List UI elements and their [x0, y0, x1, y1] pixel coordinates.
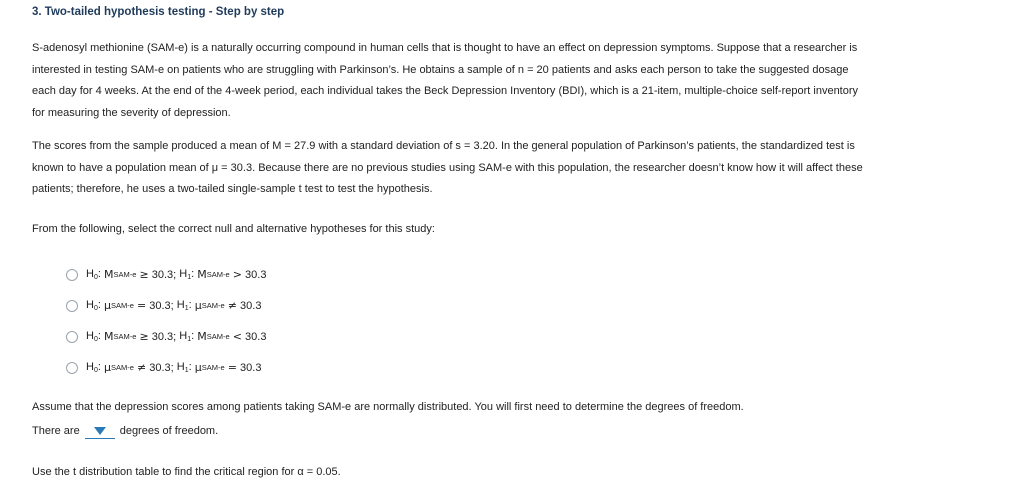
- alt-hypothesis-label: $H_1$:: [179, 330, 198, 343]
- h1-value: 30.3: [245, 330, 267, 343]
- h1-value: 30.3: [240, 299, 262, 312]
- hypothesis-option-1[interactable]: [66, 259, 266, 290]
- h0-subscript: SAM-e: [113, 270, 137, 279]
- hypothesis-option-3[interactable]: [66, 321, 266, 352]
- h0-symbol: μ: [103, 299, 111, 312]
- h0-operator: ≥: [139, 330, 149, 343]
- h1-subscript: SAM-e: [206, 270, 230, 279]
- alt-hypothesis-label: $H_1$:: [176, 299, 195, 312]
- radio-button-icon[interactable]: [66, 300, 78, 312]
- h1-symbol: μ: [194, 299, 202, 312]
- h0-value: 30.3;: [149, 299, 174, 312]
- h0-value: 30.3;: [149, 361, 174, 374]
- dof-prefix: There are: [32, 424, 80, 437]
- h0-symbol: μ: [103, 361, 111, 374]
- h0-value: 30.3;: [151, 268, 177, 281]
- h0-symbol: M: [103, 330, 114, 343]
- problem-paragraph-2: The scores from the sample produced a mean of M = 27.9 with a standard deviation of s = 3.20. In the general population of Parkinson’s patients, the standardized test is known to have a population mean of μ = 30.3. Because there are no previous studies using SAM-e with this population, the researcher doesn’t know how it will affect these patients; therefore, he uses a two-tailed single-sample t test to test the hypothesis.: [32, 140, 863, 196]
- radio-button-icon[interactable]: [66, 269, 78, 281]
- h1-operator: =: [227, 361, 237, 374]
- h1-subscript: SAM-e: [206, 332, 230, 341]
- hypothesis-options: [66, 259, 266, 383]
- radio-button-icon[interactable]: [66, 331, 78, 343]
- null-hypothesis-label: $H_0$:: [86, 268, 104, 281]
- problem-paragraph-1: S-adenosyl methionine (SAM-e) is a naturally occurring compound in human cells that is thought to have an effect on depression symptoms. Suppose that a researcher is interested in testing SAM-e on patients who are struggling with Parkinson’s. He obtains a sample of n = 20 patients and asks each person to take the suggested dosage each day for 4 weeks. At the end of the 4-week period, each individual takes the Beck Depression Inventory (BDI), which is a 21-item, multiple-choice self-report inventory for measuring the severity of depression.: [32, 42, 859, 120]
- radio-button-icon[interactable]: [66, 362, 78, 374]
- dof-suffix: degrees of freedom.: [119, 424, 219, 437]
- critical-region-instruction: Use the t distribution table to find the critical region for α = 0.05.: [32, 466, 341, 478]
- h1-subscript: SAM-e: [201, 363, 225, 372]
- h1-subscript: SAM-e: [201, 301, 225, 310]
- hypothesis-prompt: From the following, select the correct null and alternative hypotheses for this study:: [32, 223, 435, 235]
- h0-operator: =: [136, 299, 147, 312]
- null-hypothesis-label: $H_0$:: [86, 330, 104, 343]
- h1-operator: >: [232, 268, 242, 281]
- h1-operator: <: [232, 330, 242, 343]
- page-title: 3. Two-tailed hypothesis testing - Step by step: [32, 6, 285, 18]
- h1-symbol: M: [197, 330, 207, 343]
- h0-value: 30.3;: [151, 330, 177, 343]
- h0-operator: ≠: [136, 361, 147, 374]
- h0-subscript: SAM-e: [110, 301, 134, 310]
- degrees-of-freedom-dropdown[interactable]: [85, 424, 115, 439]
- h0-subscript: SAM-e: [110, 363, 134, 372]
- hypothesis-option-4[interactable]: [66, 352, 266, 383]
- null-hypothesis-label: $H_0$:: [86, 299, 104, 312]
- triangle-down-icon: [94, 427, 106, 435]
- null-hypothesis-label: $H_0$:: [86, 361, 104, 374]
- hypothesis-option-2[interactable]: [66, 290, 266, 321]
- h1-value: 30.3: [240, 361, 262, 374]
- h0-subscript: SAM-e: [113, 332, 137, 341]
- h1-symbol: M: [197, 268, 207, 281]
- h1-value: 30.3: [245, 268, 267, 281]
- alt-hypothesis-label: $H_1$:: [179, 268, 198, 281]
- h1-operator: ≠: [227, 299, 237, 312]
- h0-operator: ≥: [139, 268, 149, 281]
- alt-hypothesis-label: $H_1$:: [176, 361, 195, 374]
- assumption-text: Assume that the depression scores among patients taking SAM-e are normally distributed. You will first need to determine the degrees of freedom.: [32, 401, 744, 413]
- degrees-of-freedom-row: [32, 423, 218, 438]
- h0-symbol: M: [103, 268, 114, 281]
- h1-symbol: μ: [194, 361, 202, 374]
